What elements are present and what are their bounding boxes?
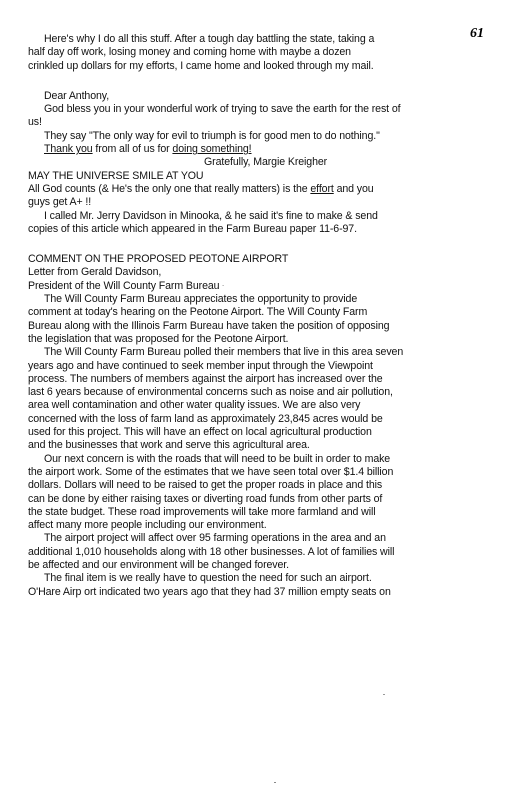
intro-line: crinkled up dollars for my efforts, I came home and looked through my mail. bbox=[28, 59, 374, 72]
universe-text: All God counts (& He's the only one that really matters) is the bbox=[28, 182, 311, 195]
document-body bbox=[28, 33, 502, 599]
article-paragraph bbox=[28, 453, 502, 533]
letter-quote: They say "The only way for evil to triumph is for good men to do nothing." bbox=[44, 129, 380, 142]
called-line: copies of this article which appeared in the Farm Bureau paper 11-6-97. bbox=[28, 222, 357, 235]
article-line: concerned with the loss of farm land as approximately 23,845 acres would be bbox=[28, 412, 383, 425]
letter-salutation: Dear Anthony, bbox=[44, 89, 110, 102]
article-line: and the businesses that work and serve this agricultural area. bbox=[28, 439, 310, 452]
thanks-underlined-2: doing something! bbox=[172, 143, 252, 156]
article-line: O'Hare Airp ort indicated two years ago that they had 37 million empty seats on bbox=[28, 585, 391, 598]
universe-line bbox=[28, 183, 502, 196]
article-line: the legislation that was proposed for the Peotone Airport. bbox=[28, 332, 289, 345]
universe-note bbox=[28, 170, 502, 236]
letter-closing: Gratefully, Margie Kreigher bbox=[204, 156, 328, 169]
article-line: the airport work. Some of the estimates that we have seen total over $1.4 billion bbox=[28, 465, 394, 478]
letter-thanks bbox=[28, 143, 502, 156]
article-line: can be done by either raising taxes or diverting road funds from other parts of bbox=[28, 492, 383, 505]
effort-word: effort bbox=[310, 182, 334, 195]
article-paragraph bbox=[28, 346, 502, 452]
intro-line: Here's why I do all this stuff. After a tough day battling the state, taking a bbox=[44, 33, 375, 45]
article-line: years ago and have continued to seek member input through the Viewpoint bbox=[28, 359, 373, 372]
article-line: area well contamination and other water quality issues. We are also very bbox=[28, 399, 361, 412]
scan-speck bbox=[383, 694, 385, 695]
article-line: process. The numbers of members against the airport has increased over the bbox=[28, 372, 383, 385]
article-line: Our next concern is with the roads that will need to be built in order to make bbox=[44, 452, 391, 465]
article-line: be affected and our environment will be changed forever. bbox=[28, 558, 289, 571]
article-line: affect many more people including our environment. bbox=[28, 519, 267, 532]
article-line: the state budget. These road improvements will take more farmland and will bbox=[28, 505, 376, 518]
thanks-underlined: Thank you bbox=[44, 143, 93, 156]
article-line: The final item is we really have to question the need for such an airport. bbox=[44, 572, 372, 585]
article-byline: Letter from Gerald Davidson, bbox=[28, 266, 162, 279]
universe-line: guys get A+ !! bbox=[28, 196, 92, 209]
article-paragraph bbox=[28, 532, 502, 572]
intro-paragraph bbox=[28, 33, 502, 73]
article-line: comment at today's hearing on the Peotone Airport. The Will County Farm bbox=[28, 306, 368, 319]
article-paragraph bbox=[28, 293, 502, 346]
universe-heading: MAY THE UNIVERSE SMILE AT YOU bbox=[28, 169, 204, 182]
letter-body: us! bbox=[28, 116, 42, 129]
intro-line: half day off work, losing money and coming home with maybe a dozen bbox=[28, 46, 351, 59]
article-line: The airport project will affect over 95 farming operations in the area and an bbox=[44, 532, 386, 545]
letter-body: God bless you in your wonderful work of trying to save the earth for the rest of bbox=[44, 103, 401, 116]
article-line: dollars. Dollars will need to be raised to get the proper roads in place and this bbox=[28, 479, 383, 492]
letter bbox=[28, 90, 502, 170]
article-header bbox=[28, 253, 502, 293]
called-line: I called Mr. Jerry Davidson in Minooka, & he said it's fine to make & send bbox=[44, 209, 378, 222]
article-title: COMMENT ON THE PROPOSED PEOTONE AIRPORT bbox=[28, 253, 289, 266]
article-line: additional 1,010 households along with 18 other businesses. A lot of families will bbox=[28, 545, 395, 558]
article-line: used for this project. This will have an effect on local agricultural production bbox=[28, 426, 372, 439]
article-line: Bureau along with the Illinois Farm Bureau have taken the position of opposing bbox=[28, 319, 390, 332]
page-number: 61 bbox=[470, 26, 484, 41]
universe-tail: and you bbox=[333, 182, 374, 195]
article-line: The Will County Farm Bureau polled their members that live in this area seven bbox=[44, 346, 404, 359]
article-paragraph bbox=[28, 572, 502, 599]
scan-speck bbox=[274, 782, 276, 783]
stray-mark: ˙ bbox=[222, 284, 225, 294]
thanks-middle: from all of us for bbox=[92, 143, 173, 156]
article-byline: President of the Will County Farm Bureau bbox=[28, 279, 220, 292]
article-line: last 6 years because of environmental concerns such as noise and air pollution, bbox=[28, 386, 393, 399]
article-line: The Will County Farm Bureau appreciates the opportunity to provide bbox=[44, 293, 358, 306]
